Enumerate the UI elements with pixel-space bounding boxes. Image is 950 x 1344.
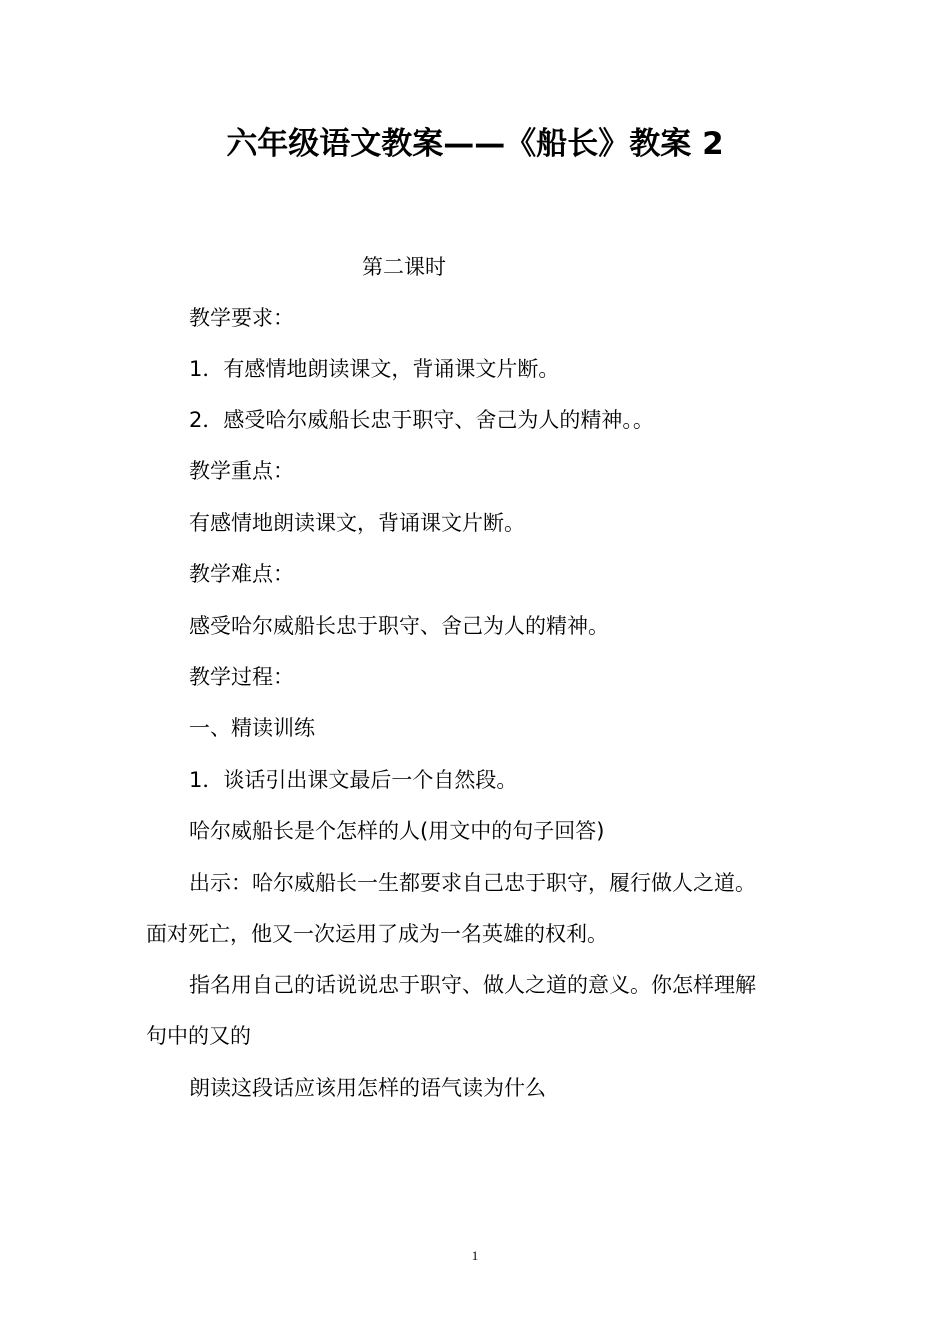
paragraph-line: 感受哈尔威船长忠于职守、舍己为人的精神。 — [189, 614, 609, 638]
paragraph-line: 朗读这段话应该用怎样的语气读为什么 — [189, 1076, 546, 1100]
document-title: 六年级语文教案——《船长》教案 2 — [226, 126, 724, 162]
paragraph-line: 面对死亡，他又一次运用了成为一名英雄的权利。 — [146, 922, 608, 946]
paragraph-line: 句中的又的 — [146, 1024, 251, 1048]
page-number: 1 — [471, 1248, 479, 1263]
paragraph-line: 指名用自己的话说说忠于职守、做人之道的意义。你怎样理解 — [189, 973, 756, 997]
paragraph-line: 1．有感情地朗读课文，背诵课文片断。 — [189, 357, 560, 381]
paragraph-line: 教学难点： — [189, 562, 294, 586]
paragraph-line: 哈尔威船长是个怎样的人(用文中的句子回答) — [189, 819, 605, 843]
paragraph-line: 教学重点： — [189, 459, 294, 483]
paragraph-line: 一、精读训练 — [189, 716, 315, 740]
paragraph-line: 教学要求： — [189, 306, 294, 330]
paragraph-line: 有感情地朗读课文，背诵课文片断。 — [189, 511, 525, 535]
paragraph-line: 1．谈话引出课文最后一个自然段。 — [189, 768, 518, 792]
lesson-subtitle: 第二课时 — [362, 255, 446, 279]
paragraph-line: 出示：哈尔威船长一生都要求自己忠于职守，履行做人之道。 — [189, 871, 756, 895]
paragraph-line: 教学过程： — [189, 665, 294, 689]
paragraph-line: 2．感受哈尔威船长忠于职守、舍己为人的精神。。 — [189, 408, 654, 432]
